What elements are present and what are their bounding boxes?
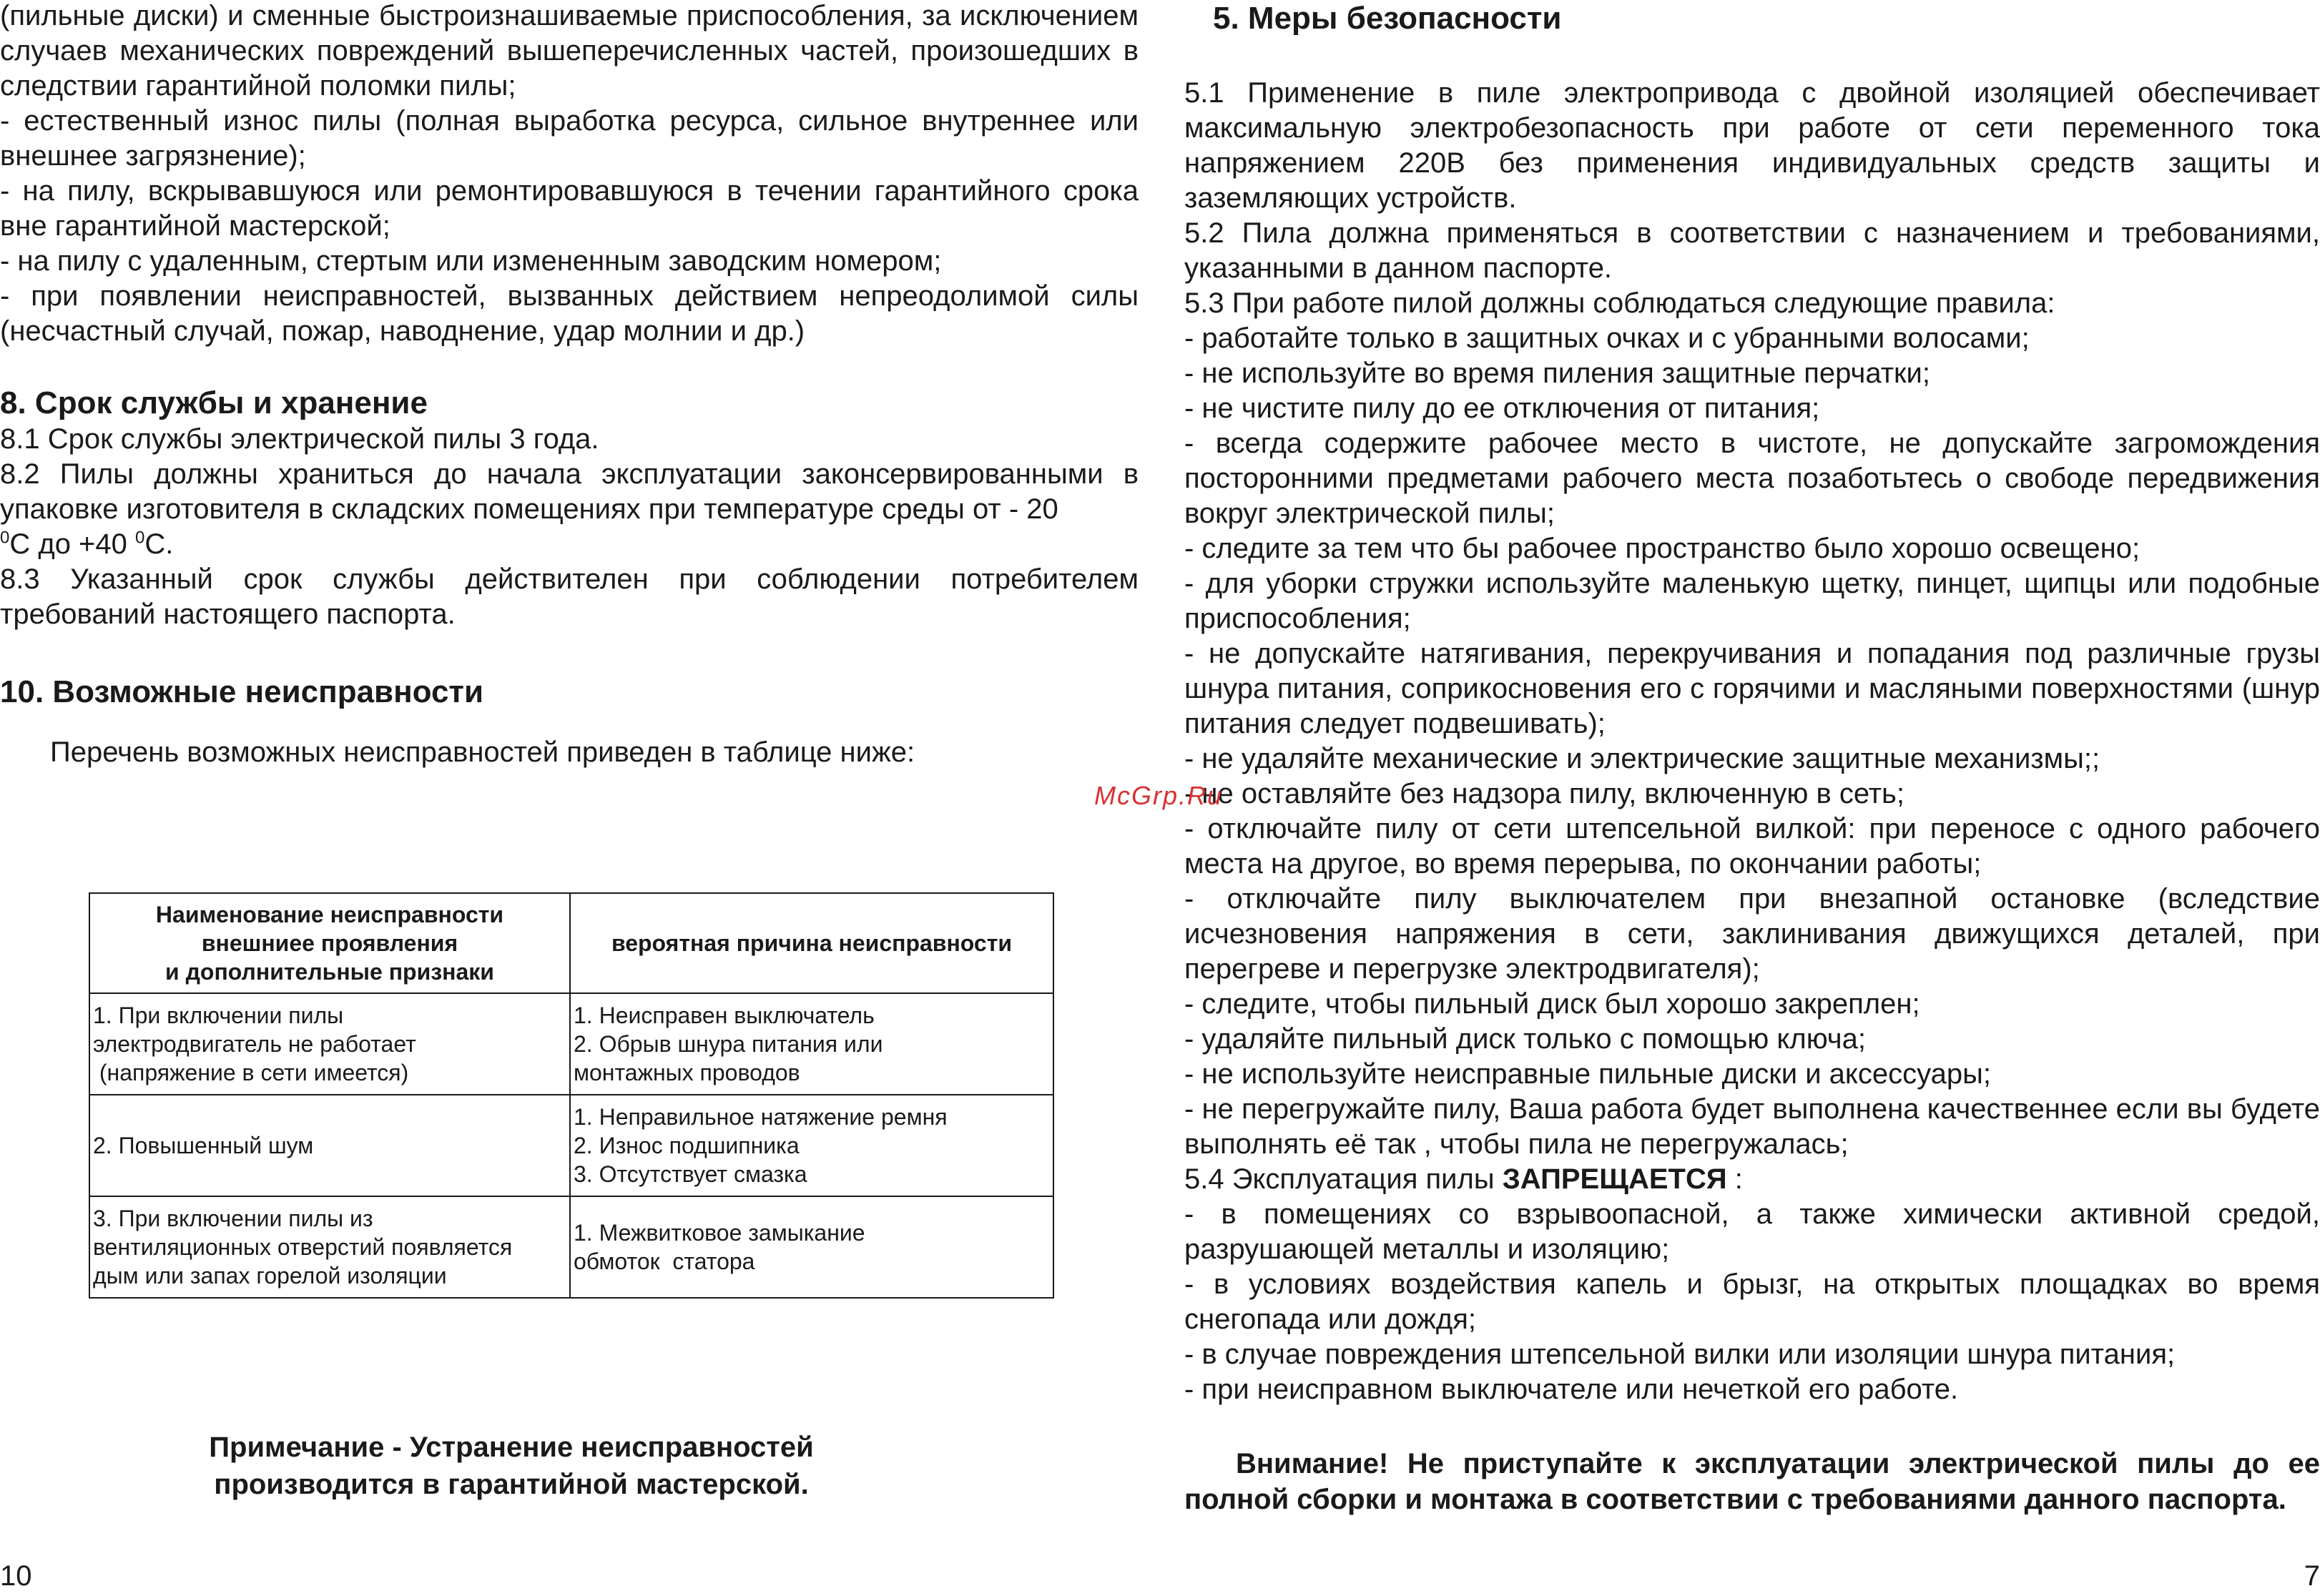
cell-line: 3. При включении пилы из [93,1206,373,1231]
cell-line: электродвигатель не работает [93,1031,416,1057]
text-span: 5.4 Эксплуатация пилы [1184,1163,1503,1195]
note-line: производится в гарантийной мастерской. [214,1469,809,1500]
text-paragraph: 5.1 Применение в пиле электропривода с двойной изоляцией обеспечивает максимальную электробезопасность при работе от сети переменного тока напряжением 220В без применения индивидуальных средств защиты и заземляющих устройств. [1184,77,2320,214]
text-paragraph [0,457,1139,562]
page-number: 7 [2304,1560,2320,1592]
text-paragraph: Перечень возможных неисправностей приведен в таблице ниже: [50,737,915,768]
prohibition-item: - при неисправном выключателе или нечеткой его работе. [1184,1374,1959,1405]
table-cell [89,1095,570,1196]
degree-sign: 0 [0,528,10,548]
safety-rule: - не перегружайте пилу, Ваша работа будет выполнена качественнее если вы будете выполнять её так , чтобы пила не перегружалась; [1184,1093,2320,1160]
table-cell [570,993,1053,1095]
cell-line: 1. Неисправен выключатель [574,1003,875,1028]
table-cell [570,1196,1053,1298]
text-span: С. [144,528,174,560]
cell-line: 1. При включении пилы [93,1003,344,1028]
cell-line: 2. Обрыв шнура питания или [574,1031,883,1057]
section-title: 10. Возможные неисправности [0,674,484,709]
cell-line: 3. Отсутствует смазка [574,1161,807,1187]
table-cell [570,1095,1053,1196]
text-paragraph: 8.3 Указанный срок службы действителен при соблюдении потребителем требований настоящего паспорта. [0,563,1139,630]
text-paragraph: - естественный износ пилы (полная выработка ресурса, сильное внутреннее или внешнее загрязнение); [0,105,1139,172]
safety-text [1184,76,2320,1407]
cell-line: монтажных проводов [574,1060,800,1085]
cell-line: 2. Износ подшипника [574,1133,800,1158]
table-cell [89,993,570,1095]
section-10 [0,674,1139,770]
section-title: 8. Срок службы и хранение [0,385,428,420]
table-row [89,993,1053,1095]
repair-note [0,1429,1023,1503]
cell-line: обмоток статора [574,1248,755,1274]
text-paragraph: 8.1 Срок службы электрической пилы 3 года. [0,423,599,455]
attention-warning: Внимание! Не приступайте к эксплуатации электрической пилы до ее полной сборки и монтажа в соответствии с требованиями данного паспорта. [1184,1448,2320,1515]
prohibited-label: ЗАПРЕЩАЕТСЯ [1502,1163,1727,1195]
cell-line: 2. Повышенный шум [93,1133,314,1158]
warranty-exclusions [0,0,1139,349]
table-row [89,1095,1053,1196]
text-paragraph [1184,1162,2320,1197]
text-span: С до +40 [9,528,127,560]
cell-line: внешниее проявления [201,930,458,956]
cell-line: 1. Неправильное натяжение ремня [574,1104,948,1130]
safety-rule: - следите, чтобы пильный диск был хорошо закреплен; [1184,988,1920,1020]
table-row [89,1196,1053,1298]
cell-line: 1. Межвитковое замыкание [574,1220,865,1246]
safety-rule: - работайте только в защитных очках и с убранными волосами; [1184,322,2030,354]
text-span: 8.2 Пилы должны храниться до начала эксплуатации законсервированными в упаковке изготовителя в складских помещениях при температуре среды от - 20 [0,458,1139,525]
watermark-text: McGrp.Ru [1094,781,1224,810]
safety-rule: - отключайте пилу выключателем при внезапной остановке (вследствие исчезновения напряжения в сети, заклинивания движущихся деталей, при перегреве и перегрузке электродвигателя); [1184,883,2320,985]
section-8 [0,385,1139,632]
note-line: Примечание - Устранение неисправностей [209,1432,814,1463]
table-cell [89,1196,570,1298]
safety-rule: - не используйте неисправные пильные диски и аксессуары; [1184,1058,1992,1090]
safety-rule: - не чистите пилу до ее отключения от питания; [1184,393,1820,424]
safety-rule: - отключайте пилу от сети штепсельной вилкой: при переносе с одного рабочего места на другое, во время перерыва, по окончании работы; [1184,813,2320,880]
safety-rule: - удаляйте пильный диск только с помощью ключа; [1184,1023,1867,1055]
text-paragraph: (пильные диски) и сменные быстроизнашиваемые приспособления, за исключением случаев механических повреждений вышеперечисленных частей, произошедших в следствии гарантийной поломки пилы; [0,0,1139,102]
text-paragraph: 5.3 При работе пилой должны соблюдаться следующие правила: [1184,287,2055,319]
cell-line: дым или запах горелой изоляции [93,1263,447,1289]
table-header-cell: вероятная причина неисправности [570,893,1053,993]
table-header-row [89,893,1053,993]
safety-rule: - не оставляйте без надзора пилу, включенную в сеть; [1184,778,1905,809]
cell-line: (напряжение в сети имеется) [93,1060,409,1085]
safety-rule: - не используйте во время пиления защитные перчатки; [1184,358,1930,389]
safety-rule: - не допускайте натягивания, перекручивания и попадания под различные грузы шнура питания, соприкосновения его с горячими и масляными поверхностями (шнур питания следует подвешивать); [1184,638,2320,739]
text-span: : [1726,1163,1743,1195]
prohibition-item: - в помещениях со взрывоопасной, а также химически активной средой, разрушающей металлы и изоляцию; [1184,1198,2320,1265]
safety-rule: - всегда содержите рабочее место в чистоте, не допускайте загромождения посторонними предметами рабочего места позаботьтесь о свободе передвижения вокруг электрической пилы; [1184,428,2320,529]
safety-rule: - следите за тем что бы рабочее пространство было хорошо освещено; [1184,533,2140,564]
table-header-cell [89,893,570,993]
section-title: 5. Меры безопасности [1213,1,1562,36]
safety-rule: - для уборки стружки используйте маленькую щетку, пинцет, щипцы или подобные приспособления; [1184,568,2320,634]
text-paragraph: - на пилу с удаленным, стертым или измененным заводским номером; [0,245,942,277]
prohibition-item: - в случае повреждения штепсельной вилки или изоляции шнура питания; [1184,1339,2176,1370]
text-paragraph: 5.2 Пила должна применяться в соответствии с назначением и требованиями, указанными в данном паспорте. [1184,217,2320,284]
cell-line: Наименование неисправности [155,902,504,927]
text-paragraph: - на пилу, вскрывавшуюся или ремонтировавшуюся в течении гарантийного срока вне гарантийной мастерской; [0,175,1139,242]
degree-sign: 0 [135,528,145,548]
cell-line: вентиляционных отверстий появляется [93,1234,513,1260]
prohibition-item: - в условиях воздействия капель и брызг, на открытых площадках во время снегопада или дождя; [1184,1269,2320,1335]
safety-rule: - не удаляйте механические и электрические защитные механизмы;; [1184,743,2100,774]
page-number: 10 [0,1560,32,1592]
faults-table [89,892,1054,1299]
cell-line: и дополнительные признаки [165,959,494,985]
text-paragraph: - при появлении неисправностей, вызванных действием непреодолимой силы (несчастный случай, пожар, наводнение, удар молнии и др.) [0,280,1139,347]
